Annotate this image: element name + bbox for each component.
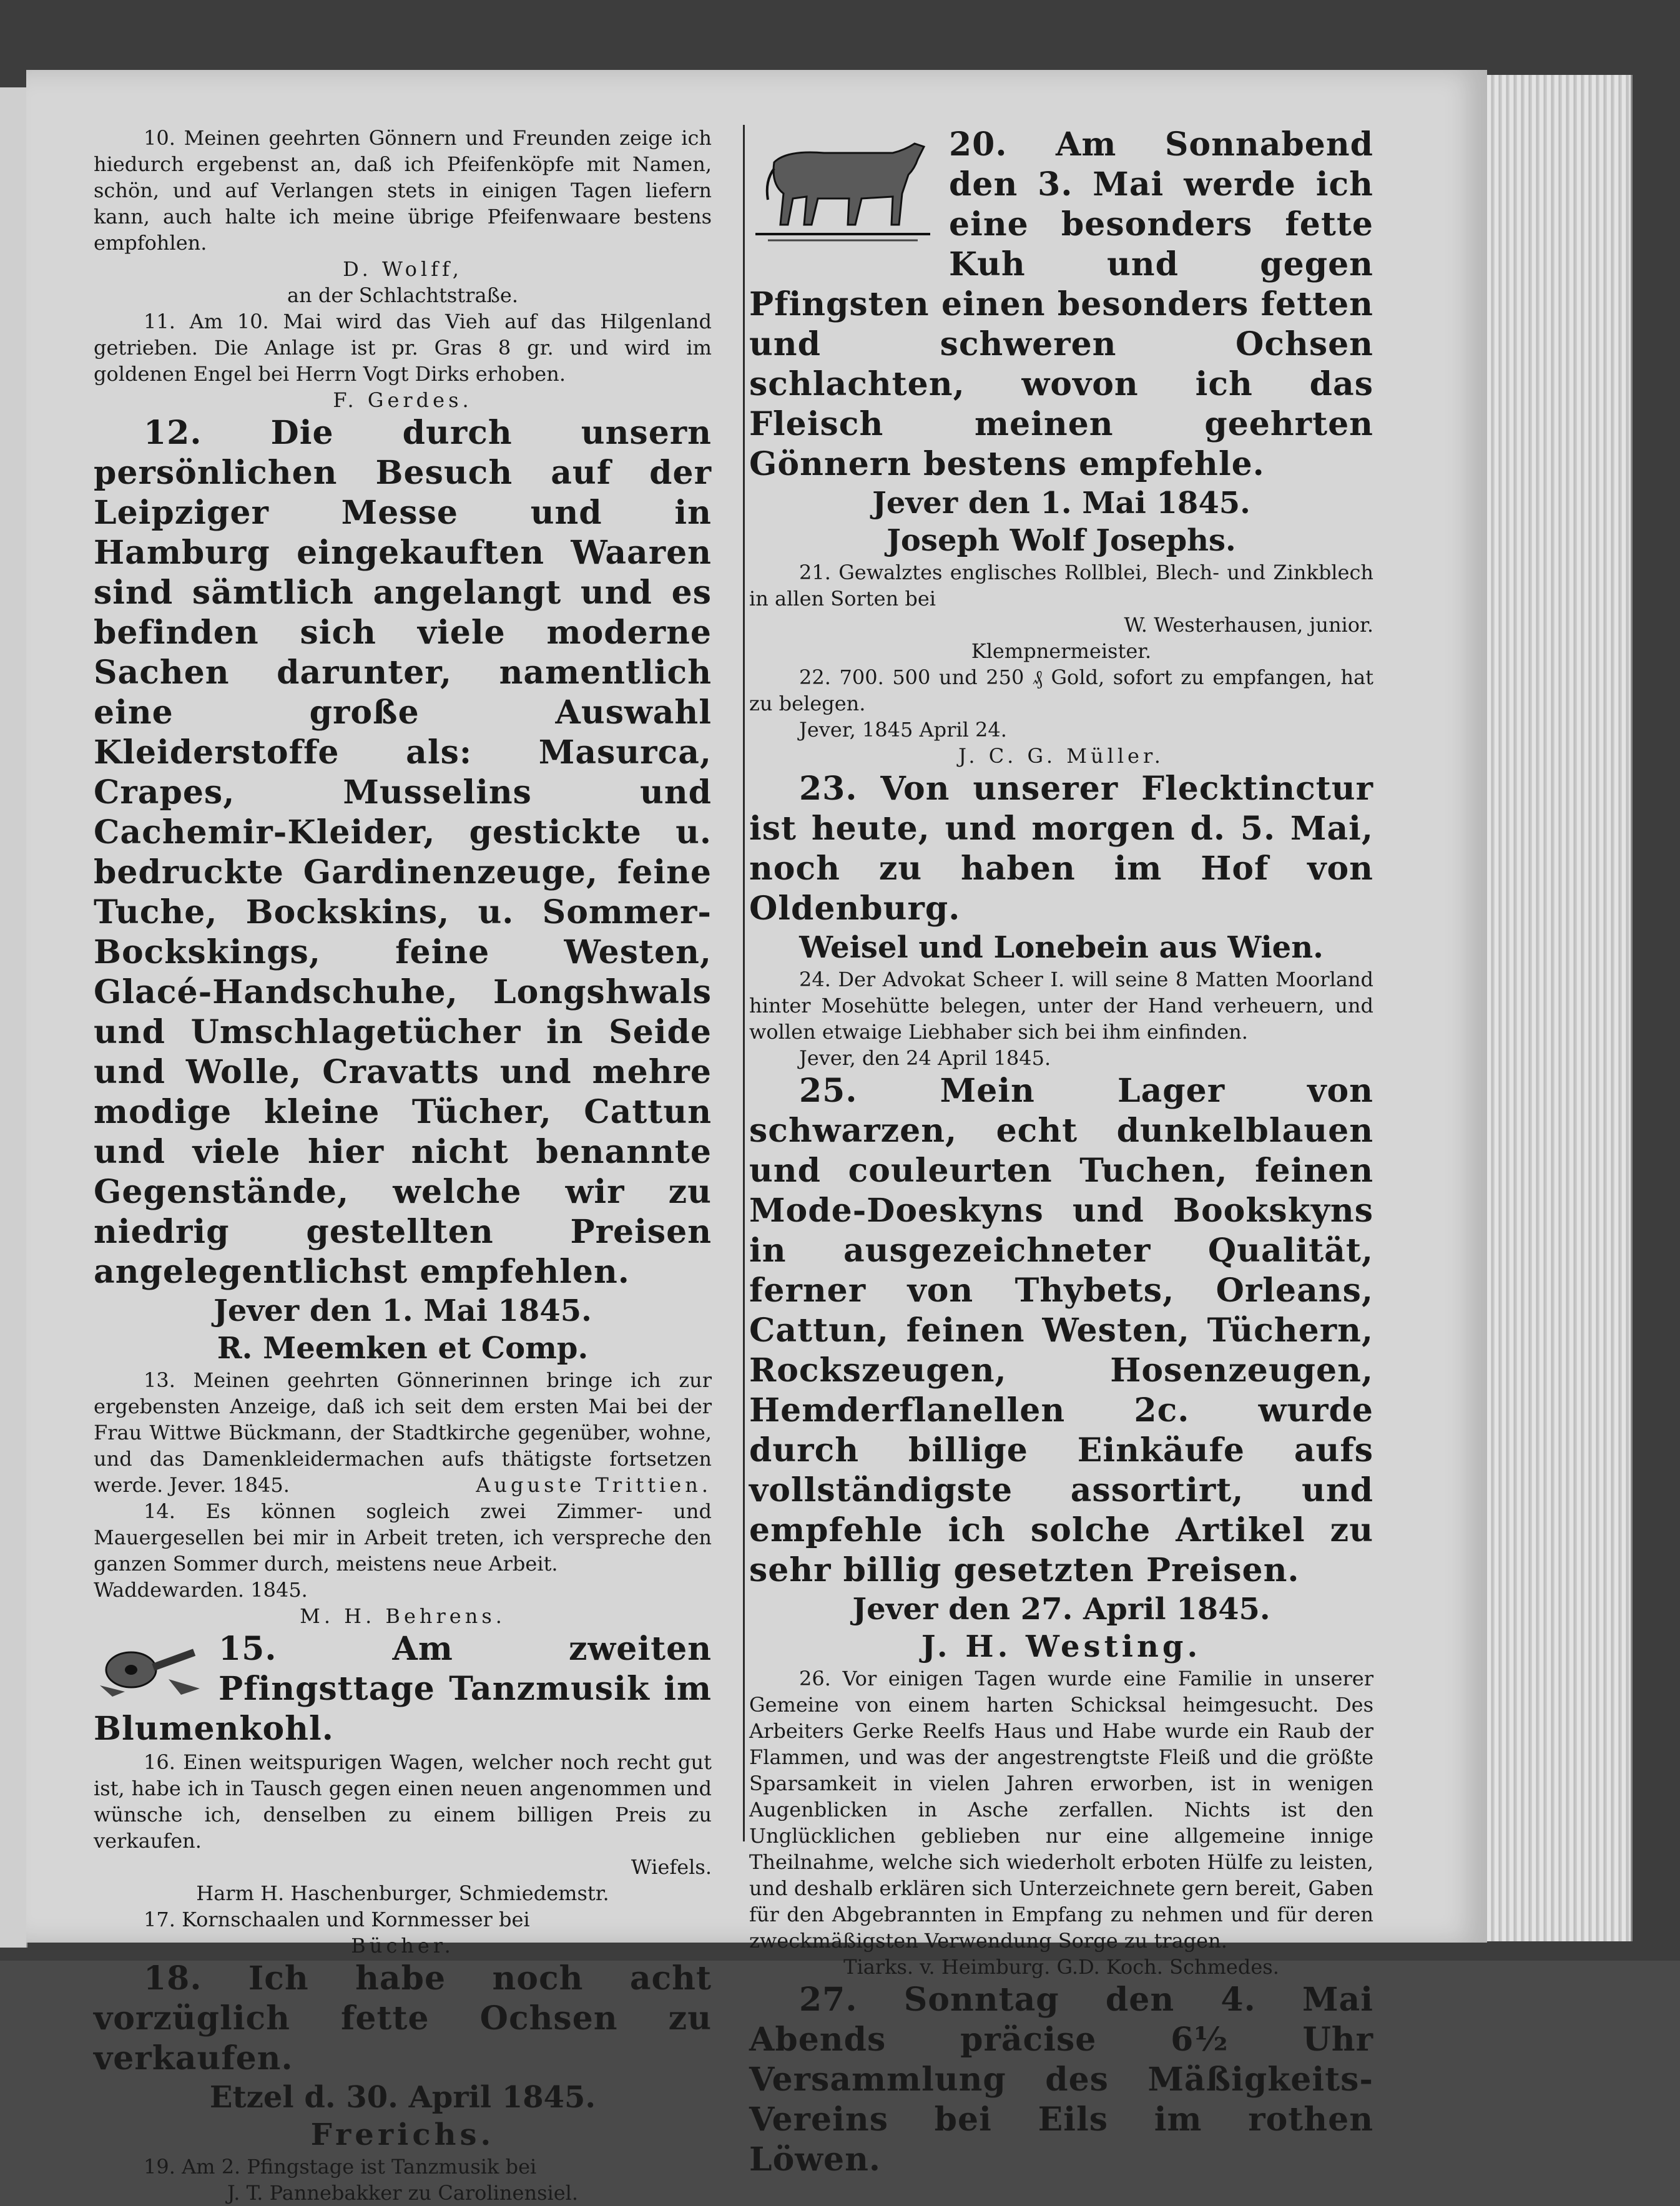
ad-number: 18. bbox=[144, 1959, 202, 1998]
ad-15 bbox=[94, 1629, 712, 1749]
ad-signature: Harm H. Haschenburger, Schmiedemstr. bbox=[196, 1881, 609, 1905]
ad-text: Ich habe noch acht vorzüglich fette Ochsen zu verkaufen. bbox=[94, 1959, 712, 2077]
ad-number: 24. bbox=[799, 968, 831, 991]
ad-25 bbox=[749, 1071, 1373, 1665]
ad-number: 17. bbox=[144, 1908, 175, 1931]
ad-text: Der Advokat Scheer I. will seine 8 Matten Moorland hinter Mosehütte belegen, unter der Hand verheuern, und wollen etwaige Liebhaber sich bei ihm einfinden. bbox=[749, 968, 1374, 1044]
ad-23 bbox=[749, 769, 1373, 966]
ad-signature: D. Wolff, bbox=[343, 257, 463, 281]
ad-text: Es können sogleich zwei Zimmer- und Mauergesellen bei mir in Arbeit treten, ich verspreche den ganzen Sommer durch, meistens neue Arbeit. bbox=[94, 1499, 712, 1576]
ad-18 bbox=[94, 1959, 712, 2154]
ad-number: 19. bbox=[144, 2155, 175, 2179]
ad-signature: R. Meemken et Comp. bbox=[217, 1331, 589, 1366]
guitar-icon bbox=[94, 1629, 206, 1698]
ad-number: 15. bbox=[219, 1630, 277, 1668]
ad-date: Jever, 1845 April 24. bbox=[799, 718, 1007, 742]
ad-text: Meinen geehrten Gönnern und Freunden zeige ich hiedurch ergebenst an, daß ich Pfeifenköpfe mit Namen, schön, und auf Verlangen stets in einigen Tagen liefern kann, auch halte ich meine übrige Pfeifenwaare bestens empfohlen. bbox=[94, 126, 712, 255]
ad-number: 10. bbox=[144, 126, 175, 150]
ad-22 bbox=[749, 664, 1373, 769]
ad-text: Sonntag den 4. Mai Abends präcise 6½ Uhr Versammlung des Mäßigkeits-Vereins bei Eils im rothen Löwen. bbox=[749, 1981, 1373, 2179]
ad-date: Waddewarden. 1845. bbox=[94, 1578, 308, 1602]
ad-signatures: Tiarks. v. Heimburg. G.D. Koch. Schmedes. bbox=[843, 1955, 1279, 1979]
ad-text: Am Sonnabend den 3. Mai werde ich eine besonders fette Kuh und gegen Pfingsten einen besonders fetten und schweren Ochsen schlachten, wovon ich das Fleisch meinen geehrten Gönnern bestens empfehle. bbox=[749, 125, 1374, 483]
ad-17 bbox=[94, 1906, 712, 1959]
ad-signature: J. T. Pannebakker zu Carolinensiel. bbox=[227, 2181, 579, 2205]
ad-signature: J. C. G. Müller. bbox=[958, 744, 1164, 768]
ad-signature-address: an der Schlachtstraße. bbox=[287, 283, 519, 307]
ad-signature-title: Klempnermeister. bbox=[971, 639, 1152, 663]
ad-number: 22. bbox=[799, 665, 831, 689]
ad-text: Gewalztes englisches Rollblei, Blech- und Zinkblech in allen Sorten bei bbox=[749, 561, 1374, 610]
ad-11 bbox=[94, 308, 712, 413]
ad-number: 12. bbox=[144, 414, 202, 452]
ad-number: 23. bbox=[799, 770, 858, 808]
ad-text: Einen weitspurigen Wagen, welcher noch recht gut ist, habe ich in Tausch gegen einen neuen angenommen und wünsche ich, denselben zu einem billigen Preis zu verkaufen. bbox=[94, 1750, 712, 1853]
ad-24 bbox=[749, 966, 1373, 1071]
ad-text: Mein Lager von schwarzen, echt dunkelblauen und couleurten Tuchen, feinen Mode-Doeskyns und Bookskyns in ausgezeichneter Qualität, ferner von Thybets, Orleans, Cattun, feinen Westen, Tüchern, Rockszeugen, Hosenzeugen, Hemderflanellen 2c. wurde durch billige Einkäufe aufs vollständigste assortirt, und empfehle ich solche Artikel zu sehr billig gesetzten Preisen. bbox=[749, 1072, 1373, 1589]
ad-21 bbox=[749, 559, 1373, 664]
ad-27 bbox=[749, 1980, 1373, 2180]
ad-text: 700. 500 und 250 ₰ Gold, sofort zu empfangen, hat zu belegen. bbox=[749, 665, 1374, 715]
ad-number: 20. bbox=[949, 125, 1008, 164]
ad-text: Die durch unsern persönlichen Besuch auf der Leipziger Messe und in Hamburg eingekauften Waaren sind sämtlich angelangt und es befinden sich viele moderne Sachen darunter, namentlich eine große Auswahl Kleiderstoffe als: Masurca, Crapes, Musselins und Cachemir-Kleider, gestickte u. bedruckte Gardinenzeuge, feine Tuche, Bockskins, u. Sommer-Bockskings, feine Westen, Glacé-Handschuhe, Longshwals und Umschlagetücher in Seide und Wolle, Cravatts und mehre modige kleine Tücher, Cattun und viele hier nicht benannte Gegenstände, welche wir zu niedrig gestellten Preisen angelegentlichst empfehlen. bbox=[94, 414, 712, 1291]
page-stack-edge bbox=[1487, 75, 1633, 1941]
ad-12 bbox=[94, 413, 712, 1367]
ad-signature: Bücher. bbox=[351, 1934, 454, 1958]
ad-text: Am 10. Mai wird das Vieh auf das Hilgenland getrieben. Die Anlage ist pr. Gras 8 gr. und wird im goldenen Engel bei Herrn Vogt Dirks erhoben. bbox=[94, 310, 712, 386]
ad-number: 16. bbox=[144, 1750, 175, 1774]
ad-10 bbox=[94, 125, 712, 308]
left-page-edge bbox=[0, 87, 27, 1948]
ad-text: Von unserer Flecktinctur ist heute, und morgen d. 5. Mai, noch zu haben im Hof von Oldenburg. bbox=[749, 770, 1373, 928]
ad-signature: Frerichs. bbox=[310, 2117, 495, 2152]
ad-text: Vor einigen Tagen wurde eine Familie in unserer Gemeine von einem harten Schicksal heimgesucht. Des Arbeiters Gerke Reelfs Haus und Habe wurde ein Raub der Flammen, und was der angestrengtste Fleiß und die größte Sparsamkeit in vielen Jahren erworben, ist in wenigen Augenblicken in Asche zerfallen. Nichts ist den Unglücklichen geblieben nur eine allgemeine innige Theilnahme, welche sich wiederholt erboten Hülfe zu leisten, und deshalb erklären sich Unterzeichnete gern bereit, Gaben für den Abgebrannten in Empfang zu nehmen und für deren zweckmäßigsten Verwendung Sorge zu tragen. bbox=[749, 1667, 1373, 1953]
ad-signature: Auguste Trittien. bbox=[476, 1473, 712, 1497]
ad-signature: F. Gerdes. bbox=[333, 388, 473, 412]
ad-13 bbox=[94, 1367, 712, 1498]
ad-signature: W. Westerhausen, junior. bbox=[1124, 613, 1373, 637]
ad-date: Jever den 27. April 1845. bbox=[852, 1592, 1270, 1627]
ad-text: Meinen geehrten Gönnerinnen bringe ich zur ergebensten Anzeige, daß ich seit dem ersten Mai bei der Frau Wittwe Bückmann, der Stadtkirche gegenüber, wohne, und das Damenkleidermachen aufs thätigste fortsetzen werde. bbox=[94, 1368, 712, 1497]
ad-date: Etzel d. 30. April 1845. bbox=[209, 2080, 596, 2115]
ad-signature: Weisel und Lonebein aus Wien. bbox=[799, 930, 1324, 965]
ad-number: 21. bbox=[799, 561, 831, 584]
ad-signature: J. H. Westing. bbox=[921, 1629, 1202, 1664]
left-column bbox=[94, 125, 712, 2206]
ad-text: Am 2. Pfingstage ist Tanzmusik bei bbox=[182, 2155, 537, 2179]
ad-text: Am zweiten Pfingsttage Tanzmusik im Blumenkohl. bbox=[94, 1630, 712, 1748]
right-column bbox=[749, 125, 1373, 2180]
ad-signature: Joseph Wolf Josephs. bbox=[887, 523, 1236, 558]
ad-number: 13. bbox=[144, 1368, 175, 1392]
ad-date: Jever den 1. Mai 1845. bbox=[214, 1293, 592, 1328]
ad-number: 27. bbox=[799, 1981, 858, 2019]
ad-16 bbox=[94, 1749, 712, 1906]
ad-20 bbox=[749, 125, 1373, 559]
ad-signature: M. H. Behrens. bbox=[300, 1604, 506, 1628]
ad-number: 25. bbox=[799, 1072, 858, 1110]
ad-26 bbox=[749, 1665, 1373, 1980]
ad-number: 14. bbox=[144, 1499, 175, 1523]
column-divider bbox=[743, 125, 745, 1841]
ad-signature-place: Wiefels. bbox=[631, 1855, 712, 1879]
ad-14 bbox=[94, 1498, 712, 1629]
ad-number: 11. bbox=[144, 310, 175, 333]
ad-19 bbox=[94, 2154, 712, 2206]
ad-number: 26. bbox=[799, 1667, 831, 1690]
ad-text: Kornschaalen und Kornmesser bei bbox=[182, 1908, 530, 1931]
ad-date: Jever. 1845. bbox=[169, 1473, 290, 1497]
ad-date: Jever, den 24 April 1845. bbox=[799, 1046, 1051, 1070]
ad-date: Jever den 1. Mai 1845. bbox=[872, 486, 1250, 521]
cow-icon bbox=[749, 125, 936, 250]
